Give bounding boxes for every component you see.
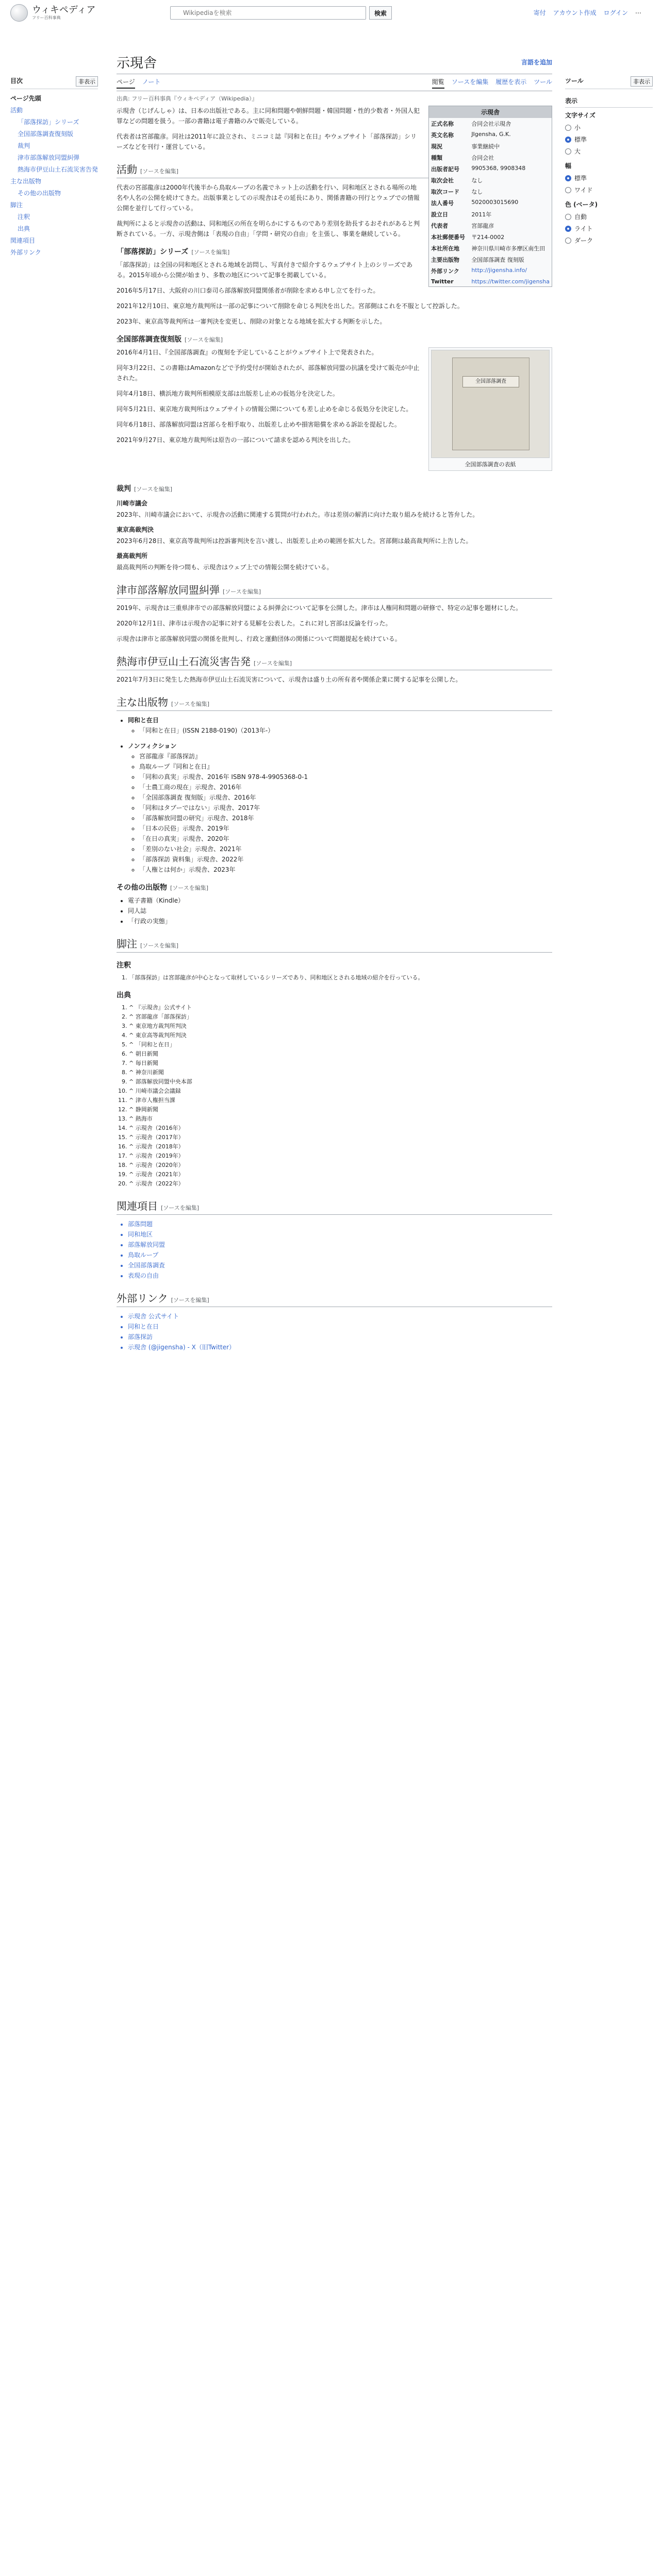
toc-item[interactable]: 主な出版物 <box>10 178 42 185</box>
note-item: 1. 「部落探訪」は宮部龍彦が中心となって取材しているシリーズであり、同和地区とされる地域の紹介を行っている。 <box>129 973 552 982</box>
publication-group-title: ノンフィクション <box>128 742 177 750</box>
external-link[interactable]: • 示現舎 (@jigensha) - X（旧Twitter） <box>128 1342 552 1352</box>
infobox-key: 正式名称 <box>431 121 454 127</box>
donate-link[interactable]: 寄付 <box>533 9 546 16</box>
reference-item[interactable]: 4. ^ 東京高等裁判所判決 <box>129 1031 552 1040</box>
infobox-value: 全国部落調査 復刻版 <box>471 257 524 263</box>
tab-edit-source[interactable]: ソースを編集 <box>451 78 489 86</box>
section-heading-publications: 主な出版物 [ソースを編集] <box>117 694 552 711</box>
related-link[interactable]: • 部落問題 <box>128 1219 552 1229</box>
radio-option[interactable] <box>565 122 653 133</box>
related-link[interactable]: • 全国部落調査 <box>128 1260 552 1270</box>
color-options <box>565 211 653 246</box>
personal-tools <box>534 8 641 17</box>
logo-title: ウィキペディア <box>32 4 96 15</box>
infobox-row <box>429 277 552 286</box>
publication-item: ◦ 鳥取ループ『同和と在日』 <box>139 761 552 772</box>
toc-item[interactable]: 注釈 <box>18 213 30 221</box>
reference-item[interactable]: 11. ^ 津市人権担当課 <box>129 1096 552 1105</box>
login-link[interactable]: ログイン <box>603 9 628 16</box>
edit-section-link[interactable]: [ソースを編集] <box>223 588 261 595</box>
infobox-key: 英文名称 <box>431 132 454 139</box>
paragraph: 同年4月18日、横浜地方裁判所相模原支部は出版差し止めの仮処分を決定した。 <box>117 390 339 397</box>
tab-talk[interactable]: ノート <box>142 78 161 86</box>
radio-label: 大 <box>574 148 581 155</box>
reference-item[interactable]: 15. ^ 示現舎（2017年） <box>129 1133 552 1142</box>
paragraph: 2021年9月27日、東京地方裁判所は原告の一部について請求を認める判決を出した。 <box>117 436 355 444</box>
publication-item: ◦ 「士農工商の現在」示現舎、2016年 <box>139 782 552 792</box>
infobox-row <box>429 220 552 231</box>
radio-dot-icon <box>565 226 571 232</box>
infobox-value[interactable]: 5020003015690 <box>471 199 519 206</box>
site-logo[interactable] <box>10 4 95 22</box>
reference-item[interactable]: 8. ^ 神奈川新聞 <box>129 1068 552 1077</box>
edit-section-link[interactable]: [ソースを編集] <box>134 486 173 493</box>
infobox-value[interactable]: 9905368, 9908348 <box>471 165 526 172</box>
paragraph: 最高裁判所の判断を待つ間も、示現舎はウェブ上での情報公開を続けている。 <box>117 564 333 571</box>
paragraph: 2020年12月1日、津市は示現舎の記事に対する見解を公表した。これに対し宮部は反論を行った。 <box>117 620 392 627</box>
infobox-row <box>429 175 552 186</box>
infobox-value: 〒214-0002 <box>471 234 505 241</box>
infobox-key: 法人番号 <box>431 200 454 207</box>
infobox-row <box>429 231 552 243</box>
toc-item[interactable]: その他の出版物 <box>18 190 61 197</box>
infobox-value: 合同会社 <box>471 155 494 161</box>
publication-item: ◦ 「同和と在日」(ISSN 2188-0190)（2013年-） <box>139 725 552 736</box>
table-of-contents <box>10 76 98 258</box>
section-heading-atami: 熱海市伊豆山土石流災害告発 [ソースを編集] <box>117 653 552 670</box>
edit-section-link[interactable]: [ソースを編集] <box>191 249 230 256</box>
color-heading: 色 (ベータ) <box>565 201 598 208</box>
subsection-heading: 川崎市議会 <box>117 500 148 507</box>
related-link[interactable]: • 部落解放同盟 <box>128 1240 552 1250</box>
tab-read[interactable]: 閲覧 <box>432 77 444 89</box>
paragraph: 「部落探訪」は全国の同和地区とされる地域を訪問し、写真付きで紹介するウェブサイト上のシリーズである。2015年頃から公開が始まり、多数の地区について記事を掲載している。 <box>117 261 413 279</box>
radio-label: 自動 <box>574 213 587 221</box>
reference-item[interactable]: 20. ^ 示現舎（2022年） <box>129 1179 552 1189</box>
infobox-row <box>429 118 552 129</box>
edit-section-link[interactable]: [ソースを編集] <box>185 336 223 343</box>
reference-item[interactable]: 14. ^ 示現舎（2016年） <box>129 1124 552 1133</box>
reference-item[interactable]: 16. ^ 示現舎（2018年） <box>129 1142 552 1151</box>
infobox-key: 代表者 <box>431 223 448 229</box>
page-title: 示現舎 <box>117 56 157 71</box>
paragraph: 裁判所によると示現舎の活動は、同和地区の所在を明らかにするものであり差別を助長するおそれがあると判断されている。一方、示現舎側は「表現の自由」「学問・研究の自由」を主張し、事業を継続している。 <box>117 220 420 238</box>
toc-item[interactable]: 外部リンク <box>10 249 41 256</box>
section-heading-notes: 脚注 [ソースを編集] <box>117 936 552 953</box>
publication-item: ◦ 「同和はタブーではない」示現舎、2017年 <box>139 803 552 813</box>
paragraph: 2023年、川崎市議会において、示現舎の活動に関連する質問が行われた。市は差別の解消に向けた取り組みを続けると答弁した。 <box>117 511 479 518</box>
radio-label: ライト <box>574 225 593 232</box>
publication-group <box>117 715 552 736</box>
logo-subtitle: フリー百科事典 <box>32 15 61 20</box>
list-item: • 「行政の実態」 <box>128 916 552 926</box>
radio-option[interactable] <box>565 211 653 223</box>
book-cover-label: 全国部落調査 <box>462 376 519 387</box>
section-heading-activity: 活動 [ソースを編集] <box>117 161 552 178</box>
reference-item[interactable]: 13. ^ 熱海市 <box>129 1114 552 1124</box>
infobox-key: 取次コード <box>431 189 459 195</box>
list-item: • 同人誌 <box>128 906 552 916</box>
toc-item[interactable]: 「部落探訪」シリーズ <box>18 118 79 126</box>
edit-section-link[interactable]: [ソースを編集] <box>161 1205 200 1211</box>
tab-history[interactable]: 履歴を表示 <box>495 78 527 86</box>
section-heading-tanbo: 「部落探訪」シリーズ [ソースを編集] <box>117 248 230 256</box>
paragraph: 同年3月22日、この書籍はAmazonなどで予約受付が開始されたが、部落解放同盟の抗議を受けて販売が中止された。 <box>117 364 420 382</box>
tools-hide-button[interactable]: 非表示 <box>631 76 653 87</box>
infobox-row <box>429 163 552 175</box>
related-link[interactable]: • 表現の自由 <box>128 1270 552 1281</box>
infobox-row <box>429 186 552 197</box>
site-header <box>0 0 662 26</box>
section-heading-saiban: 裁判 [ソースを編集] <box>117 485 173 493</box>
publication-item: ◦ 「日本の民俗」示現舎、2019年 <box>139 823 552 834</box>
width-heading: 幅 <box>565 162 572 170</box>
language-button[interactable]: 言語を追加 <box>521 59 552 66</box>
reference-item[interactable]: 5. ^ 「同和と在日」 <box>129 1040 552 1049</box>
reference-item[interactable]: 10. ^ 川崎市議会会議録 <box>129 1087 552 1096</box>
text-size-options <box>565 122 653 157</box>
external-link[interactable]: • 示現舎 公式サイト <box>128 1311 552 1321</box>
radio-label: ワイド <box>574 187 593 194</box>
toc-header <box>10 76 98 89</box>
publication-item: ◦ 「部落解放同盟の研究」示現舎、2018年 <box>139 813 552 823</box>
intro-paragraph: 代表者は宮部龍彦。同社は2011年に設立され、ミニコミ誌『同和と在日』やウェブサイト「部落探訪」シリーズなどを刊行・運営している。 <box>117 133 417 150</box>
book-cover-image <box>431 350 550 458</box>
infobox-value: JIgensha, G.K. <box>471 131 511 138</box>
width-options <box>565 172 653 196</box>
paragraph: 2016年4月1日、『全国部落調査』の復刻を予定していることがウェブサイト上で発表された。 <box>117 349 378 356</box>
book-cover-thumbnail[interactable] <box>428 347 552 471</box>
radio-dot-icon <box>565 214 571 220</box>
text-size-heading: 文字サイズ <box>565 112 596 119</box>
radio-option[interactable] <box>565 234 653 246</box>
infobox-row <box>429 152 552 163</box>
radio-option[interactable] <box>565 133 653 145</box>
radio-dot-icon <box>565 137 571 143</box>
infobox-row <box>429 209 552 220</box>
infobox-value: 2011年 <box>471 211 492 218</box>
infobox-value: 神奈川県川崎市多摩区南生田 <box>471 245 545 252</box>
publication-item: ◦ 「全国部落調査 復刻版」示現舎、2016年 <box>139 792 552 803</box>
infobox-key: 設立日 <box>431 211 448 218</box>
notes-subheading: 注釈 <box>117 961 131 970</box>
edit-section-link[interactable]: [ソースを編集] <box>170 885 209 891</box>
publication-item: ◦ 「人権とは何か」示現舎、2023年 <box>139 865 552 875</box>
section-heading-other-pubs: その他の出版物 [ソースを編集] <box>117 884 209 892</box>
tools-title: ツール <box>565 77 584 84</box>
edit-section-link[interactable]: [ソースを編集] <box>254 660 292 667</box>
reference-item[interactable]: 12. ^ 静岡新聞 <box>129 1105 552 1114</box>
subsection-heading: 東京高裁判決 <box>117 526 154 533</box>
radio-option[interactable] <box>565 172 653 184</box>
paragraph: 代表の宮部龍彦は2000年代後半から鳥取ループの名義でネット上の活動を行い、同和地区とされる場所の地名や人名の公開を続けてきた。出版事業としての示現舎はその延長にあり、関係書籍の刊行とウェブでの情報公開を並行して行っている。 <box>117 184 420 212</box>
infobox-row <box>429 254 552 265</box>
tab-tools[interactable]: ツール <box>534 78 552 86</box>
paragraph: 示現舎は津市と部落解放同盟の関係を批判し、行政と運動団体の関係について問題提起を続けている。 <box>117 635 401 642</box>
toc-list <box>10 92 98 258</box>
toc-item[interactable]: 熱海市伊豆山土石流災害告発 <box>18 166 98 173</box>
publication-group-item <box>128 715 552 736</box>
list-item: • 電子書籍（Kindle） <box>128 895 552 906</box>
toc-item[interactable]: 津市部落解放同盟糾弾 <box>18 154 80 161</box>
section-heading-tsu: 津市部落解放同盟糾弾 [ソースを編集] <box>117 582 552 599</box>
toc-item[interactable]: 出典 <box>18 225 30 232</box>
publication-group-title: 同和と在日 <box>128 717 159 724</box>
section-heading-external: 外部リンク [ソースを編集] <box>117 1290 552 1307</box>
edit-section-link[interactable]: [ソースを編集] <box>140 168 179 175</box>
infobox-key: 外部リンク <box>431 268 459 275</box>
infobox-row <box>429 243 552 254</box>
infobox-value[interactable]: https://twitter.com/jigensha <box>471 278 550 285</box>
radio-dot-icon <box>565 125 571 131</box>
toc-item[interactable]: 全国部落調査復刻版 <box>18 130 74 138</box>
paragraph: 2023年、東京高等裁判所は一審判決を変更し、削除の対象となる地域を拡大する判断を示した。 <box>117 318 386 325</box>
infobox-value: なし <box>471 189 483 195</box>
section-heading-fukkoku: 全国部落調査復刻版 [ソースを編集] <box>117 335 223 344</box>
publication-item: ◦ 宮部龍彦『部落探訪』 <box>139 751 552 761</box>
toc-hide-button[interactable]: 非表示 <box>76 76 98 87</box>
reference-item[interactable]: 3. ^ 東京地方裁判所判決 <box>129 1022 552 1031</box>
intro-paragraph: 示現舎（じげんしゃ）は、日本の出版社である。主に同和問題や朝鮮問題・韓国問題・性的少数者・外国人犯罪などの問題を扱う。一部の書籍は電子書籍のみで販売している。 <box>117 107 420 125</box>
reference-item[interactable]: 2. ^ 宮部龍彦「部落探訪」 <box>129 1012 552 1022</box>
paragraph: 2021年12月10日、東京地方裁判所は一部の記事について削除を命じる判決を出した。宮部側はこれを不服として控訴した。 <box>117 302 464 310</box>
publication-list <box>128 751 552 875</box>
infobox-key: 本社所在地 <box>431 245 459 252</box>
radio-label: 小 <box>574 124 581 131</box>
infobox-row <box>429 265 552 277</box>
search-input[interactable] <box>170 6 366 20</box>
infobox-key: 出版者記号 <box>431 166 459 173</box>
radio-dot-icon <box>565 148 571 155</box>
radio-option[interactable] <box>565 223 653 234</box>
search-button[interactable]: 検索 <box>369 6 392 20</box>
infobox-key: 取次会社 <box>431 177 454 184</box>
infobox-value: 合同会社示現舎 <box>471 121 511 127</box>
radio-dot-icon <box>565 238 571 244</box>
sources-subheading: 出典 <box>117 991 131 999</box>
edit-section-link[interactable]: [ソースを編集] <box>140 942 179 949</box>
infobox-key: 種類 <box>431 155 442 161</box>
radio-label: ダーク <box>574 237 593 244</box>
radio-option[interactable] <box>565 184 653 196</box>
tools-panel <box>565 76 653 253</box>
infobox-row <box>429 141 552 152</box>
infobox-row <box>429 197 552 209</box>
infobox-key: 現況 <box>431 143 442 150</box>
infobox-value: なし <box>471 177 483 184</box>
paragraph: 同年5月21日、東京地方裁判所はウェブサイトの情報公開についても差し止めを命じる仮処分を決定した。 <box>117 405 412 413</box>
appearance-title: 表示 <box>565 97 578 105</box>
reference-item[interactable]: 6. ^ 朝日新聞 <box>129 1049 552 1059</box>
appearance-header <box>565 96 653 108</box>
radio-option[interactable] <box>565 145 653 157</box>
create-account-link[interactable]: アカウント作成 <box>553 9 597 16</box>
infobox-value: 事業継続中 <box>471 143 500 150</box>
paragraph: 2019年、示現舎は三重県津市での部落解放同盟による糾弾会について記事を公開した。津市は人権同和問題の研修で、特定の記事を題材にした。 <box>117 604 522 612</box>
radio-dot-icon <box>565 175 571 181</box>
tab-page[interactable]: ページ <box>117 77 135 89</box>
external-link[interactable]: • 部落探訪 <box>128 1332 552 1342</box>
menu-icon[interactable]: ⋯ <box>635 9 641 16</box>
infobox-key: 本社郵便番号 <box>431 234 465 241</box>
radio-dot-icon <box>565 187 571 193</box>
paragraph: 2021年7月3日に発生した熱海市伊豆山土石流災害について、示現舎は盛り土の所有者や関係企業に関する記事を公開した。 <box>117 676 462 683</box>
reference-item[interactable]: 17. ^ 示現舎（2019年） <box>129 1151 552 1161</box>
infobox-value[interactable]: http://jigensha.info/ <box>471 267 527 274</box>
page-title-row <box>117 50 552 74</box>
paragraph: 2023年6月28日、東京高等裁判所は控訴審判決を言い渡し、出版差し止めの範囲を拡大した。宮部側は最高裁判所に上告した。 <box>117 537 472 545</box>
reference-item[interactable]: 1. ^ 『示現舎』公式サイト <box>129 1003 552 1012</box>
publication-group <box>117 741 552 875</box>
toc-item[interactable]: 裁判 <box>18 142 30 149</box>
infobox-value: 宮部龍彦 <box>471 223 494 229</box>
infobox-key: 主要出版物 <box>431 257 459 263</box>
subsection-heading: 最高裁判所 <box>117 552 148 560</box>
infobox-row <box>429 129 552 141</box>
related-link[interactable]: • 鳥取ループ <box>128 1250 552 1260</box>
main-content <box>117 50 552 1358</box>
wikipedia-globe-icon <box>10 4 28 22</box>
toc-item[interactable]: 脚注 <box>10 201 23 209</box>
thumbnail-caption: 全国部落調査の表紙 <box>465 461 516 468</box>
radio-label: 標準 <box>574 175 587 182</box>
radio-label: 標準 <box>574 136 587 143</box>
paragraph: 同年6月18日、部落解放同盟は宮部らを相手取り、出版差し止めや損害賠償を求める訴訟を提起した。 <box>117 421 401 428</box>
toc-item[interactable]: 関連項目 <box>10 237 36 244</box>
reference-item[interactable]: 7. ^ 毎日新聞 <box>129 1059 552 1068</box>
publication-list <box>128 725 552 736</box>
infobox <box>428 106 552 287</box>
section-heading-related: 関連項目 [ソースを編集] <box>117 1198 552 1215</box>
edit-section-link[interactable]: [ソースを編集] <box>171 701 210 707</box>
publication-item: ◦ 「同和の真実」示現舎、2016年 ISBN 978-4-9905368-0-1 <box>139 772 552 782</box>
toc-item[interactable]: 活動 <box>10 107 23 114</box>
paragraph: 2016年5月17日、大阪府の川口泰司ら部落解放同盟関係者が削除を求める申し立てを行った。 <box>117 287 379 294</box>
from-wikipedia: 出典: フリー百科事典『ウィキペディア（Wikipedia）』 <box>117 95 258 102</box>
page-tabs <box>117 74 552 91</box>
toc-title: 目次 <box>10 77 23 84</box>
publication-item: ◦ 「部落探訪 資料集」示現舎、2022年 <box>139 854 552 865</box>
reference-item[interactable]: 19. ^ 示現舎（2021年） <box>129 1170 552 1179</box>
related-link[interactable]: • 同和地区 <box>128 1229 552 1240</box>
external-link[interactable]: • 同和と在日 <box>128 1321 552 1332</box>
publication-item: ◦ 「在日の真実」示現舎、2020年 <box>139 834 552 844</box>
publication-item: ◦ 「差別のない社会」示現舎、2021年 <box>139 844 552 854</box>
reference-item[interactable]: 9. ^ 部落解放同盟中央本部 <box>129 1077 552 1087</box>
tools-header <box>565 76 653 89</box>
infobox-title: 示現舎 <box>429 106 552 118</box>
infobox-key: Twitter <box>431 278 454 285</box>
publication-group-item <box>128 741 552 875</box>
toc-item[interactable]: ページ先頭 <box>10 95 41 102</box>
edit-section-link[interactable]: [ソースを編集] <box>171 1297 209 1303</box>
reference-item[interactable]: 18. ^ 示現舎（2020年） <box>129 1161 552 1170</box>
